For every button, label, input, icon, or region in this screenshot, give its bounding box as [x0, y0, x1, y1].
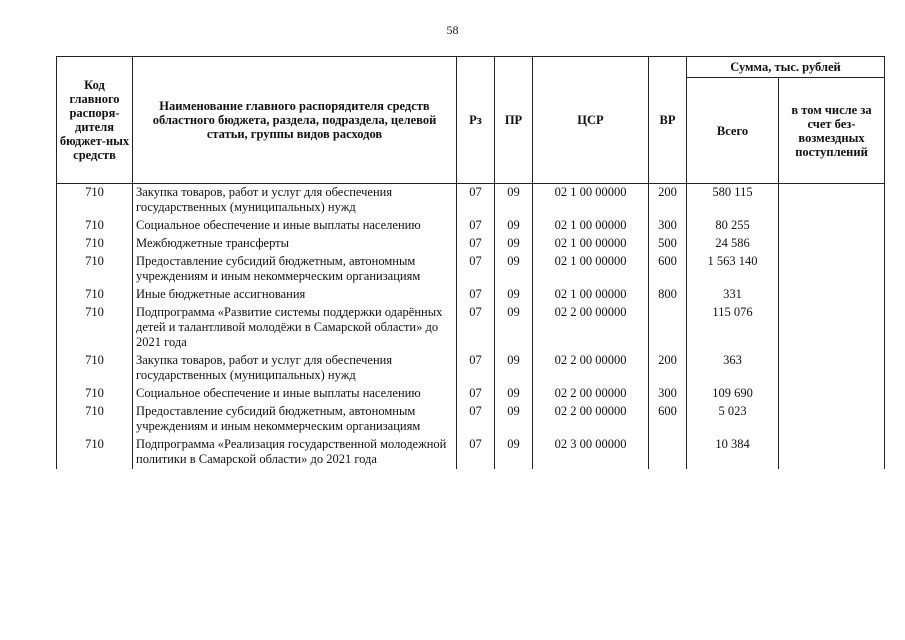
cell-rz: 07 [457, 436, 495, 469]
cell-code: 710 [57, 184, 133, 218]
cell-vr: 300 [649, 385, 687, 403]
cell-pr: 09 [495, 217, 533, 235]
cell-total: 363 [687, 352, 779, 385]
cell-incl [779, 385, 885, 403]
cell-csr: 02 1 00 00000 [533, 184, 649, 218]
table-row [57, 436, 885, 469]
cell-incl [779, 235, 885, 253]
cell-name: Подпрограмма «Реализация государственной молодежной политики в Самарской области» до 2021 года [133, 436, 457, 469]
cell-code: 710 [57, 235, 133, 253]
cell-pr: 09 [495, 286, 533, 304]
cell-name: Закупка товаров, работ и услуг для обеспечения государственных (муниципальных) нужд [133, 352, 457, 385]
cell-pr: 09 [495, 304, 533, 352]
header-csr: ЦСР [533, 57, 649, 184]
table-row [57, 385, 885, 403]
header-code: Код главного распоря-дителя бюджет-ных средств [57, 57, 133, 184]
header-name: Наименование главного распорядителя средств областного бюджета, раздела, подраздела, целевой статьи, группы видов расходов [133, 57, 457, 184]
cell-vr [649, 436, 687, 469]
cell-csr: 02 1 00 00000 [533, 253, 649, 286]
cell-incl [779, 253, 885, 286]
cell-name: Закупка товаров, работ и услуг для обеспечения государственных (муниципальных) нужд [133, 184, 457, 218]
cell-total: 24 586 [687, 235, 779, 253]
cell-total: 10 384 [687, 436, 779, 469]
cell-total: 580 115 [687, 184, 779, 218]
table-row [57, 352, 885, 385]
cell-name: Социальное обеспечение и иные выплаты населению [133, 385, 457, 403]
cell-total: 331 [687, 286, 779, 304]
table-row [57, 184, 885, 218]
table-header [57, 57, 885, 184]
header-sum: Сумма, тыс. рублей [687, 57, 885, 78]
cell-incl [779, 217, 885, 235]
cell-name: Предоставление субсидий бюджетным, автономным учреждениям и иным некоммерческим организациям [133, 403, 457, 436]
cell-csr: 02 1 00 00000 [533, 286, 649, 304]
cell-csr: 02 2 00 00000 [533, 304, 649, 352]
cell-pr: 09 [495, 235, 533, 253]
cell-name: Подпрограмма «Развитие системы поддержки одарённых детей и талантливой молодёжи в Самарской области» до 2021 года [133, 304, 457, 352]
cell-total: 5 023 [687, 403, 779, 436]
cell-code: 710 [57, 385, 133, 403]
cell-code: 710 [57, 253, 133, 286]
table-row [57, 304, 885, 352]
cell-rz: 07 [457, 403, 495, 436]
cell-incl [779, 436, 885, 469]
header-total: Всего [687, 78, 779, 184]
cell-csr: 02 2 00 00000 [533, 403, 649, 436]
table-body [57, 184, 885, 470]
cell-total: 1 563 140 [687, 253, 779, 286]
cell-vr: 200 [649, 352, 687, 385]
cell-pr: 09 [495, 436, 533, 469]
cell-csr: 02 2 00 00000 [533, 385, 649, 403]
cell-csr: 02 1 00 00000 [533, 235, 649, 253]
table-row [57, 403, 885, 436]
page-number: 58 [446, 23, 459, 37]
cell-name: Социальное обеспечение и иные выплаты населению [133, 217, 457, 235]
cell-rz: 07 [457, 253, 495, 286]
cell-rz: 07 [457, 217, 495, 235]
cell-code: 710 [57, 286, 133, 304]
cell-csr: 02 2 00 00000 [533, 352, 649, 385]
table-row [57, 217, 885, 235]
cell-code: 710 [57, 403, 133, 436]
cell-total: 115 076 [687, 304, 779, 352]
cell-vr: 800 [649, 286, 687, 304]
header-incl: в том числе за счет без-возмездных поступлений [779, 78, 885, 184]
cell-rz: 07 [457, 184, 495, 218]
header-rz: Рз [457, 57, 495, 184]
cell-pr: 09 [495, 403, 533, 436]
cell-vr: 600 [649, 403, 687, 436]
cell-rz: 07 [457, 385, 495, 403]
budget-table [56, 56, 885, 469]
cell-pr: 09 [495, 385, 533, 403]
cell-rz: 07 [457, 352, 495, 385]
cell-name: Предоставление субсидий бюджетным, автономным учреждениям и иным некоммерческим организациям [133, 253, 457, 286]
cell-code: 710 [57, 436, 133, 469]
cell-pr: 09 [495, 253, 533, 286]
cell-vr: 600 [649, 253, 687, 286]
header-vr: ВР [649, 57, 687, 184]
cell-rz: 07 [457, 235, 495, 253]
cell-total: 80 255 [687, 217, 779, 235]
table-row [57, 235, 885, 253]
cell-incl [779, 286, 885, 304]
cell-rz: 07 [457, 304, 495, 352]
cell-vr: 300 [649, 217, 687, 235]
cell-incl [779, 352, 885, 385]
cell-name: Иные бюджетные ассигнования [133, 286, 457, 304]
cell-incl [779, 403, 885, 436]
header-pr: ПР [495, 57, 533, 184]
cell-pr: 09 [495, 184, 533, 218]
cell-incl [779, 184, 885, 218]
table-row [57, 253, 885, 286]
cell-csr: 02 3 00 00000 [533, 436, 649, 469]
cell-code: 710 [57, 217, 133, 235]
cell-vr [649, 304, 687, 352]
cell-code: 710 [57, 304, 133, 352]
table-row [57, 286, 885, 304]
cell-pr: 09 [495, 352, 533, 385]
cell-rz: 07 [457, 286, 495, 304]
cell-vr: 500 [649, 235, 687, 253]
cell-incl [779, 304, 885, 352]
cell-total: 109 690 [687, 385, 779, 403]
cell-csr: 02 1 00 00000 [533, 217, 649, 235]
cell-vr: 200 [649, 184, 687, 218]
cell-code: 710 [57, 352, 133, 385]
cell-name: Межбюджетные трансферты [133, 235, 457, 253]
